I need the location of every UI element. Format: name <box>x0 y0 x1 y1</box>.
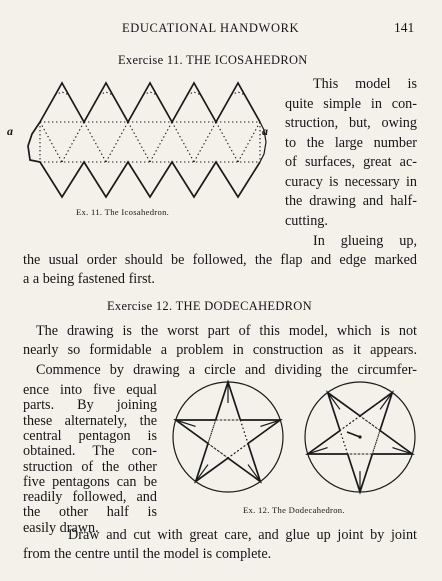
ex12-line-3: Commence by drawing a circle and dividing the circumfer- <box>36 362 417 378</box>
right-half-outer-pentagon-edge <box>372 431 412 454</box>
ex12-final-line-1: Draw and cut with great care, and glue up joint by joint <box>68 527 417 543</box>
right-half-central-pentagon <box>340 416 380 454</box>
ex12-left-line-9: the other half is <box>23 504 157 521</box>
ex11-para-line-1: In glueing up, <box>313 233 417 249</box>
ex12-left-line-10: easily drawn. <box>23 519 99 536</box>
center-point <box>358 435 361 438</box>
flap-label-right: a <box>262 124 268 138</box>
running-header: EDUCATIONAL HANDWORK <box>122 21 300 35</box>
ex11-line-4: to the large number <box>285 134 417 151</box>
ex11-line-1: This model is <box>313 76 417 92</box>
exercise-12-heading: Exercise 12. THE DODECAHEDRON <box>107 299 312 313</box>
ex11-line-5: of surfaces, great ac- <box>285 154 417 170</box>
flap-label-left: a <box>7 124 13 138</box>
left-half-central-pentagon <box>208 420 248 458</box>
ex12-final-line-2: from the centre until the model is complete. <box>23 546 272 562</box>
ex12-left-line-3: these alternately, the <box>23 412 157 429</box>
ex11-line-7: the drawing and half- <box>285 193 417 209</box>
icosahedron-net-figure <box>18 72 274 200</box>
ex11-line-3: struction, but, owing <box>285 115 417 131</box>
center-pointer-line <box>347 432 360 437</box>
page-number: 141 <box>394 20 415 35</box>
dodecahedron-net-figure <box>166 378 430 496</box>
ex12-line-1: The drawing is the worst part of this model, which is not <box>36 323 417 339</box>
ex11-line-8: cutting. <box>285 212 328 229</box>
ex12-left-line-8: readily followed, and <box>23 489 157 506</box>
ex11-para-line-3: a a being fastened first. <box>23 271 155 287</box>
left-half-outer-pentagon-edge <box>176 420 216 443</box>
ex12-left-line-2: parts. By joining <box>23 397 157 414</box>
ex11-para-line-2: the usual order should be followed, the flap and edge marked <box>23 252 417 268</box>
ex12-left-line-4: central pentagon is <box>23 427 157 444</box>
ex12-line-2: nearly so formidable a problem in construction as it appears. <box>23 342 417 358</box>
exercise-11-heading: Exercise 11. THE ICOSAHEDRON <box>118 53 308 67</box>
left-half-flap-line <box>260 420 280 426</box>
exercise-11-caption: Ex. 11. The Icosahedron. <box>76 207 170 217</box>
right-half-flap-line <box>392 448 412 454</box>
ex11-line-2: quite simple in con- <box>285 95 417 112</box>
right-half-flap-line <box>308 448 328 454</box>
ex12-left-line-6: struction of the other <box>23 458 157 475</box>
ex12-left-line-5: obtained. The con- <box>23 443 157 460</box>
exercise-12-caption: Ex. 12. The Dodecahedron. <box>243 505 345 515</box>
ex11-line-6: curacy is necessary in <box>285 173 417 190</box>
left-half-flap-line <box>176 420 196 426</box>
ex12-left-line-1: ence into five equal <box>23 382 157 398</box>
ex12-left-line-7: five pentagons can be <box>23 473 157 490</box>
